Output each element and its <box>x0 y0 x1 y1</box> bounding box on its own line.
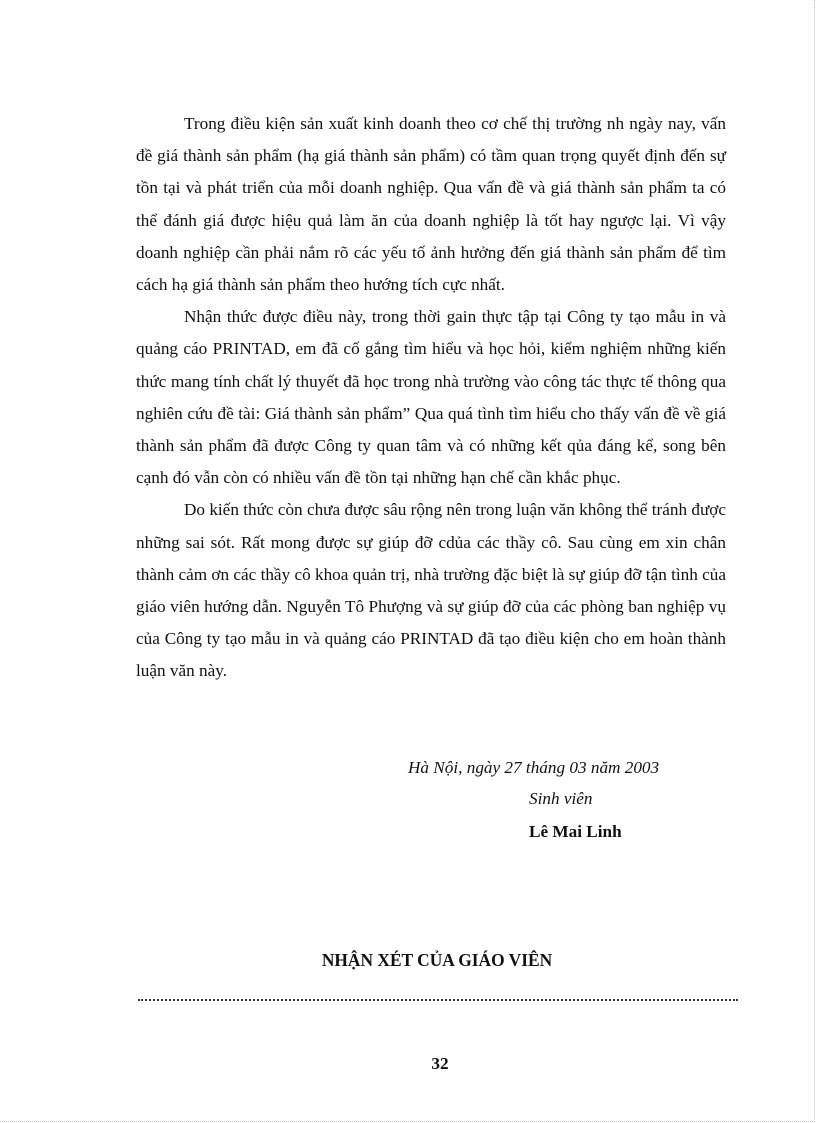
signature-role: Sinh viên <box>529 789 593 808</box>
review-dotted-line <box>138 999 738 1001</box>
signature-date: Hà Nội, ngày 27 tháng 03 năm 2003 <box>408 758 660 777</box>
signature-name: Lê Mai Linh <box>529 822 622 841</box>
review-heading: NHẬN XÉT CỦA GIÁO VIÊN <box>321 950 553 970</box>
paragraph-thanks: Do kiến thức còn chưa được sâu rộng nên trong luận văn không thể tránh được những sai sót. Rất mong được sự giúp đỡ cdủa các thầy cô. Sau cùng em xin chân thành cảm ơn các thầy cô khoa quản trị, nhà trường đặc biệt là sự giúp đỡ tận tình của giáo viên hướng dẫn. Nguyễn Tô Phượng và sự giúp đỡ của các phòng ban nghiệp vụ của Công ty tạo mẫu in và quảng cáo PRINTAD đã tạo điều kiện cho em hoàn thành luận văn này. <box>136 500 726 681</box>
paragraph-internship: Nhận thức được điều này, trong thời gain thực tập tại Công ty tạo mẫu in và quảng cáo PRINTAD, em đã cố gắng tìm hiểu và học hỏi, kiểm nghiệm những kiến thức mang tính chất lý thuyết đã học trong nhà trường vào công tác thực tế thông qua nghiên cứu đề tài: Giá thành sản phẩm” Qua quá tình tìm hiểu cho thấy vấn đề về giá thành sản phẩm đã được Công ty quan tâm và có những kết qủa đáng kể, song bên cạnh đó vẫn còn có nhiều vấn đề tồn tại những hạn chế cần khắc phục. <box>136 307 726 488</box>
body-text <box>136 108 726 688</box>
page-number: 32 <box>431 1054 449 1073</box>
paragraph-intro: Trong điều kiện sản xuất kinh doanh theo cơ chế thị trường nh ngày nay, vấn đề giá thành sản phẩm (hạ giá thành sản phẩm) có tầm quan trọng quyết định đến sự tồn tại và phát triển của mỗi doanh nghiệp. Qua vấn đề và giá thành sản phẩm ta có thể đánh giá được hiệu quả làm ăn của doanh nghiệp là tốt hay ngược lại. Vì vậy doanh nghiệp cần phải nắm rõ các yếu tố ảnh hưởng đến giá thành sản phẩm để tìm cách hạ giá thành sản phẩm theo hướng tích cực nhất. <box>136 114 726 295</box>
